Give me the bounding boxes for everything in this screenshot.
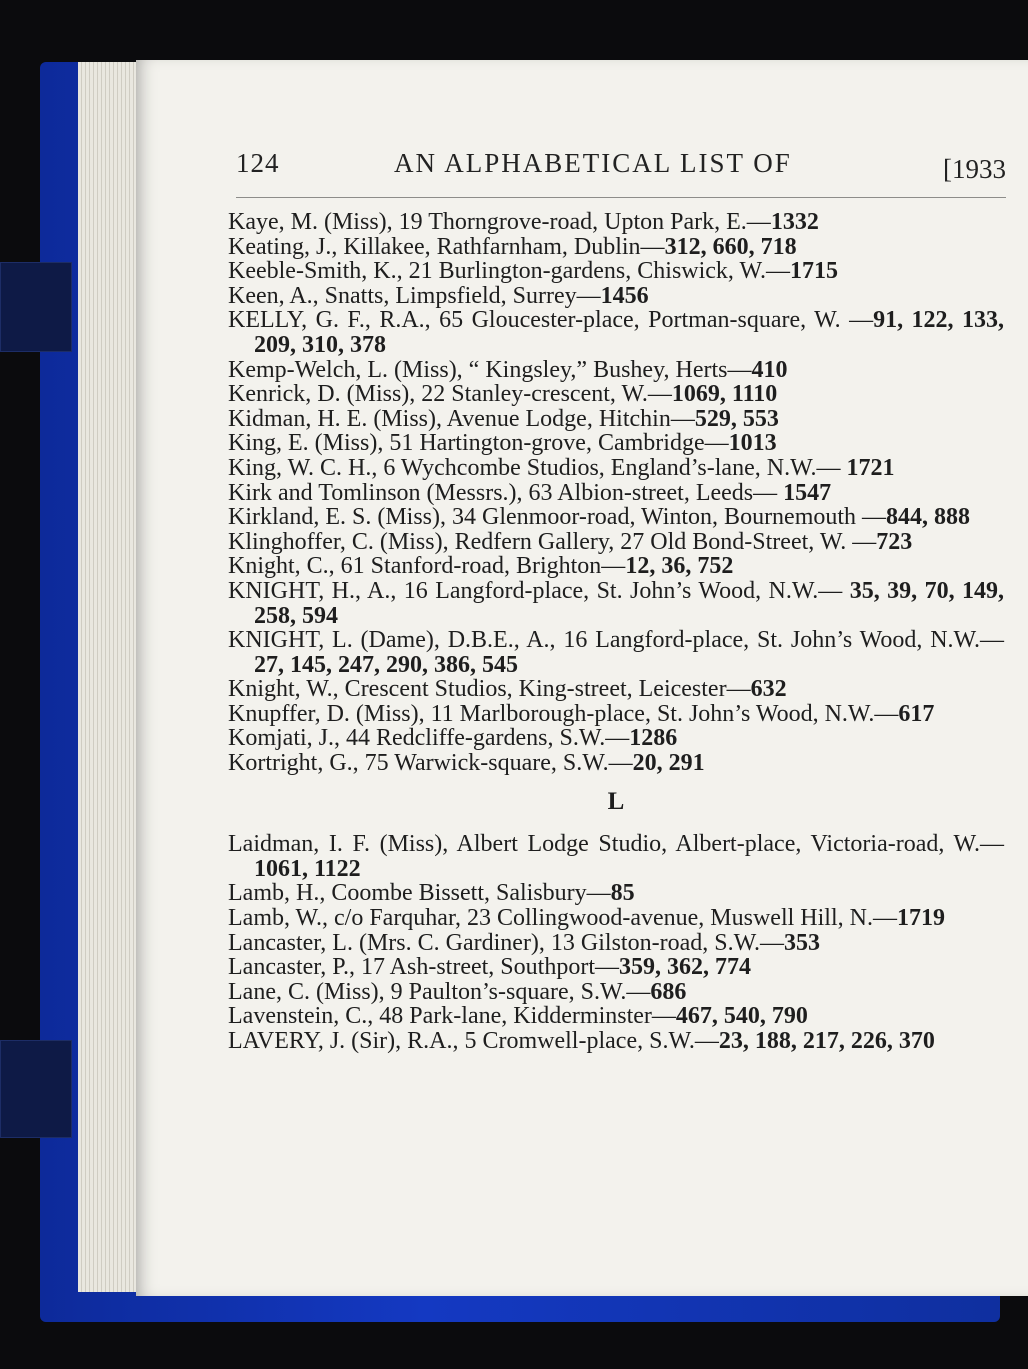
entry-text: Kaye, M. (Miss), 19 Thorngrove-road, Upton Park, E.— bbox=[228, 209, 771, 235]
section-l-entries bbox=[228, 832, 1004, 1053]
entry-text: Kenrick, D. (Miss), 22 Stanley-crescent, W.— bbox=[228, 381, 672, 408]
entry-numbers: 1013 bbox=[728, 430, 777, 457]
running-title: AN ALPHABETICAL LIST OF bbox=[394, 148, 792, 178]
list-entry bbox=[228, 751, 1004, 776]
entry-text: Laidman, I. F. (Miss), Albert Lodge Studio, Albert-place, Victoria-road, W.— bbox=[228, 831, 1004, 858]
entry-text: Lamb, H., Coombe Bissett, Salisbury— bbox=[228, 880, 611, 907]
entry-text: Lavenstein, C., 48 Park-lane, Kidderminster— bbox=[228, 1003, 676, 1030]
page-edges bbox=[78, 62, 138, 1292]
list-entry bbox=[228, 832, 1004, 881]
entry-numbers: 686 bbox=[650, 978, 687, 1005]
entry-text: Kirk and Tomlinson (Messrs.), 63 Albion-street, Leeds— bbox=[228, 479, 784, 506]
binding-clip-top bbox=[0, 262, 72, 352]
list-entry bbox=[228, 308, 1004, 357]
book-page bbox=[136, 60, 1028, 1296]
list-entry bbox=[228, 505, 1004, 530]
list-entry bbox=[228, 210, 1004, 235]
list-entry bbox=[228, 554, 1004, 579]
entry-numbers: 12, 36, 752 bbox=[625, 553, 734, 580]
list-entry bbox=[228, 481, 1004, 506]
entry-numbers: 1286 bbox=[629, 725, 678, 752]
entry-numbers: 410 bbox=[751, 356, 788, 383]
list-entry bbox=[228, 259, 1004, 284]
entry-text: Keeble-Smith, K., 21 Burlington-gardens, Chiswick, W.— bbox=[228, 258, 790, 285]
page-header bbox=[236, 148, 1006, 188]
entry-text: Knight, W., Crescent Studios, King-street, Leicester— bbox=[228, 676, 751, 703]
entry-numbers: 1719 bbox=[896, 905, 945, 932]
list-entry bbox=[228, 284, 1004, 309]
entry-list bbox=[228, 210, 1004, 1054]
entry-numbers: 35, 39, 70, 149, 258, 594 bbox=[254, 577, 1004, 629]
binding-clip-bottom bbox=[0, 1040, 72, 1138]
entry-numbers: 1547 bbox=[783, 479, 832, 506]
entry-numbers: 1061, 1122 bbox=[254, 855, 361, 882]
list-entry bbox=[228, 906, 1004, 931]
entry-text: LAVERY, J. (Sir), R.A., 5 Cromwell-place, S.W.— bbox=[228, 1028, 719, 1054]
entry-numbers: 1332 bbox=[770, 209, 819, 235]
entry-text: Kemp-Welch, L. (Miss), “ Kingsley,” Bushey, Herts— bbox=[228, 356, 752, 383]
entry-numbers: 353 bbox=[784, 929, 821, 956]
entry-text: Klinghoffer, C. (Miss), Redfern Gallery, 27 Old Bond-Street, W. — bbox=[228, 528, 877, 555]
entry-text: Knupffer, D. (Miss), 11 Marlborough-place, St. John’s Wood, N.W.— bbox=[228, 700, 899, 727]
year-marker: [1933 bbox=[943, 154, 1006, 184]
section-letter-l: L bbox=[607, 787, 625, 815]
entry-numbers: 85 bbox=[610, 880, 635, 907]
entry-text: KELLY, G. F., R.A., 65 Gloucester-place, Portman-square, W. — bbox=[228, 307, 874, 334]
entry-numbers: 27, 145, 247, 290, 386, 545 bbox=[254, 651, 518, 678]
entry-numbers: 312, 660, 718 bbox=[664, 233, 797, 260]
list-entry bbox=[228, 358, 1004, 383]
list-entry bbox=[228, 881, 1004, 906]
entry-text: Knight, C., 61 Stanford-road, Brighton— bbox=[228, 553, 626, 580]
list-entry bbox=[228, 456, 1004, 481]
entry-numbers: 844, 888 bbox=[886, 504, 971, 531]
list-entry bbox=[228, 530, 1004, 555]
entry-text: Lancaster, P., 17 Ash-street, Southport— bbox=[228, 954, 619, 981]
list-entry bbox=[228, 235, 1004, 260]
entry-numbers: 1721 bbox=[846, 454, 895, 481]
entry-numbers: 529, 553 bbox=[694, 405, 779, 432]
list-entry bbox=[228, 1004, 1004, 1029]
entry-text: KNIGHT, L. (Dame), D.B.E., A., 16 Langford-place, St. John’s Wood, N.W.— bbox=[228, 627, 1004, 654]
list-entry bbox=[228, 382, 1004, 407]
entry-numbers: 1069, 1110 bbox=[671, 381, 778, 408]
entry-text: Lane, C. (Miss), 9 Paulton’s-square, S.W.— bbox=[228, 978, 651, 1005]
list-entry bbox=[228, 431, 1004, 456]
entry-text: Keating, J., Killakee, Rathfarnham, Dublin— bbox=[228, 233, 665, 260]
entry-text: Kortright, G., 75 Warwick-square, S.W.— bbox=[228, 750, 633, 777]
entry-text: KNIGHT, H., A., 16 Langford-place, St. John’s Wood, N.W.— bbox=[228, 577, 850, 604]
entry-text: Kidman, H. E. (Miss), Avenue Lodge, Hitchin— bbox=[228, 405, 695, 432]
list-entry bbox=[228, 677, 1004, 702]
list-entry bbox=[228, 1029, 1004, 1054]
entry-numbers: 617 bbox=[898, 700, 935, 727]
entry-numbers: 467, 540, 790 bbox=[675, 1003, 808, 1030]
page-number: 124 bbox=[236, 148, 280, 178]
list-entry bbox=[228, 628, 1004, 677]
section-k-entries bbox=[228, 210, 1004, 776]
entry-text: Lamb, W., c/o Farquhar, 23 Collingwood-avenue, Muswell Hill, N.— bbox=[228, 905, 897, 932]
entry-text: Lancaster, L. (Mrs. C. Gardiner), 13 Gilston-road, S.W.— bbox=[228, 929, 785, 956]
entry-text: King, E. (Miss), 51 Hartington-grove, Cambridge— bbox=[228, 430, 729, 457]
list-entry bbox=[228, 579, 1004, 628]
list-entry bbox=[228, 931, 1004, 956]
entry-numbers: 91, 122, 133, 209, 310, 378 bbox=[254, 307, 1004, 358]
entry-text: Keen, A., Snatts, Limpsfield, Surrey— bbox=[228, 282, 601, 309]
list-entry bbox=[228, 702, 1004, 727]
entry-numbers: 723 bbox=[876, 528, 913, 555]
entry-text: King, W. C. H., 6 Wychcombe Studios, England’s-lane, N.W.— bbox=[228, 454, 847, 481]
entry-text: Kirkland, E. S. (Miss), 34 Glenmoor-road, Winton, Bournemouth — bbox=[228, 504, 887, 531]
entry-text: Komjati, J., 44 Redcliffe-gardens, S.W.— bbox=[228, 725, 630, 752]
header-rule bbox=[236, 197, 1006, 198]
entry-numbers: 23, 188, 217, 226, 370 bbox=[718, 1028, 935, 1054]
list-entry bbox=[228, 726, 1004, 751]
entry-numbers: 1456 bbox=[600, 282, 649, 309]
list-entry bbox=[228, 955, 1004, 980]
entry-numbers: 20, 291 bbox=[632, 750, 705, 777]
entry-numbers: 1715 bbox=[789, 258, 838, 285]
entry-numbers: 359, 362, 774 bbox=[618, 954, 751, 981]
list-entry bbox=[228, 980, 1004, 1005]
list-entry bbox=[228, 407, 1004, 432]
entry-numbers: 632 bbox=[750, 676, 787, 703]
